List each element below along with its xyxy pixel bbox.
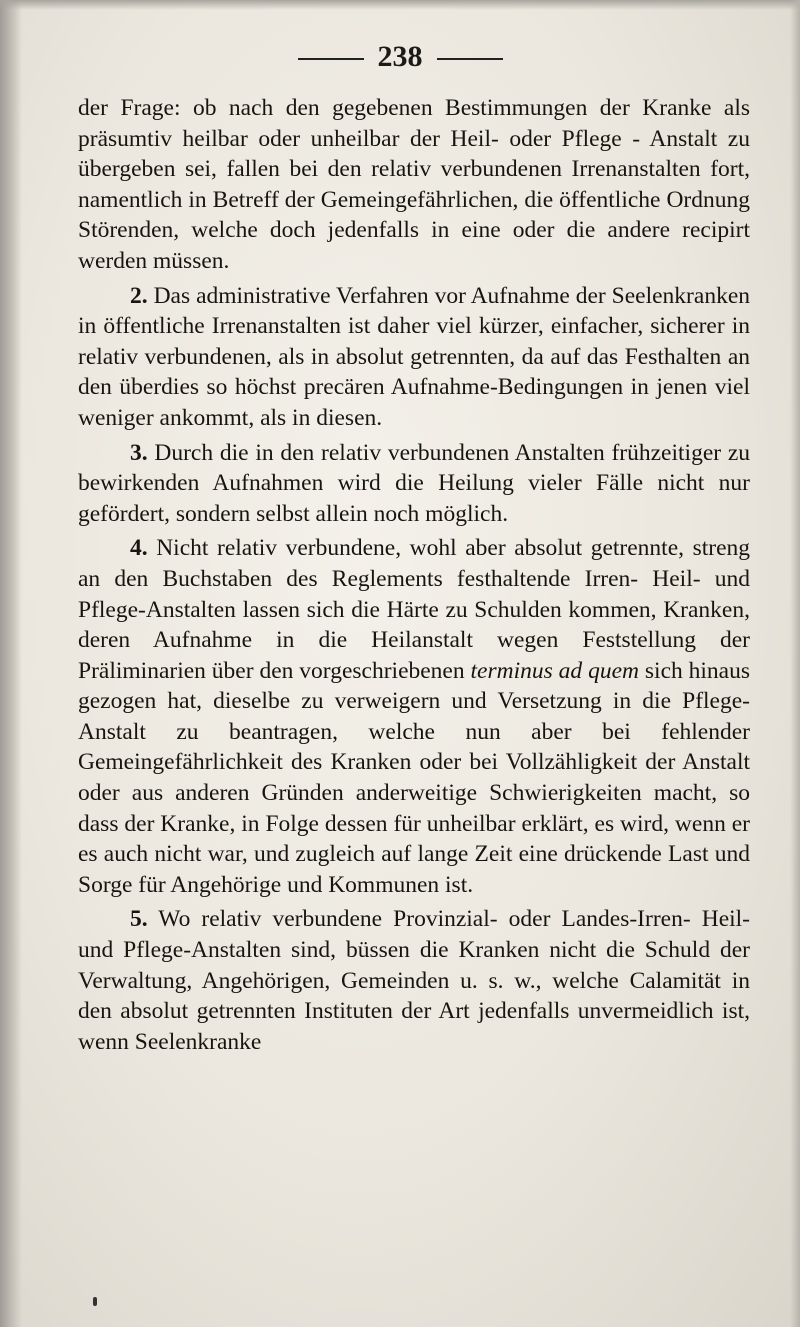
paragraph-4-text-b: sich hinaus gezogen hat, dieselbe zu verweigern und Versetzung in die Pflege-Anstalt zu beantragen, welche nun aber bei fehlender Gemeingefährlichkeit des Kranken oder bei Vollzähligkeit der Anstalt oder aus anderen Gründen anderweitige Schwierigkeiten macht, so dass der Kranke, in Folge dessen für unheilbar erklärt, es wird, wenn er es auch nicht war, und zugleich auf lange Zeit eine drückende Last und Sorge für Angehörige und Kommunen ist. xyxy=(78,657,751,898)
paragraph-2-text: Das administrative Verfahren vor Aufnahme der Seelenkranken in öffentliche Irrenanstalten ist daher viel kürzer, einfacher, sicherer in relativ verbundenen, als in absolut getrennten, da auf das Festhalten an den überdies so höchst precären Aufnahme-Bedingungen in jenen viel weniger ankommt, als in diesen. xyxy=(78,282,750,431)
page-header xyxy=(0,40,800,74)
ink-speck xyxy=(93,1297,97,1306)
paragraph-2-number: 2. xyxy=(130,282,148,309)
paragraph-5 xyxy=(78,904,750,1057)
paragraph-3-number: 3. xyxy=(130,439,148,466)
paragraph-2 xyxy=(78,281,750,434)
header-rule-right xyxy=(437,58,503,60)
paragraph-4 xyxy=(78,533,750,900)
page-gutter-shadow xyxy=(0,0,22,1327)
paragraph-3 xyxy=(78,438,750,530)
paragraph-5-text: Wo relativ verbundene Provinzial- oder Landes-Irren- Heil- und Pflege-Anstalten sind, büssen die Kranken nicht die Schuld der Verwaltung, Angehörigen, Gemeinden u. s. w., welche Calamität in den absolut getrennten Instituten der Art jedenfalls unvermeidlich ist, wenn Seelenkranke xyxy=(78,906,751,1055)
paragraph-4-latin-term: terminus ad quem xyxy=(470,657,639,684)
body-text xyxy=(78,93,750,1057)
paragraph-4-text-a: Nicht relativ verbundene, wohl aber absolut getrennte, streng an den Buchstaben des Reglements festhaltende Irren- Heil- und Pflege-Anstalten lassen sich die Härte zu Schulden kommen, Kranken, deren Aufnahme in die Heilanstalt wegen Feststellung der Präliminarien über den vorgeschriebenen xyxy=(78,535,750,684)
page-number: 238 xyxy=(377,40,423,73)
paragraph-4-number: 4. xyxy=(130,535,148,562)
paragraph-intro: der Frage: ob nach den gegebenen Bestimmungen der Kranke als präsumtiv heilbar oder unheilbar der Heil- oder Pflege - Anstalt zu übergeben sei, fallen bei den relativ verbundenen Irrenanstalten fort, namentlich in Betreff der Gemeingefährlichen, die öffentliche Ordnung Störenden, welche doch jedenfalls in eine oder die andere recipirt werden müssen. xyxy=(78,95,750,274)
page-top-shadow xyxy=(0,0,800,10)
paragraph-5-number: 5. xyxy=(130,906,148,933)
page-edge-shadow xyxy=(790,0,800,1327)
header-rule-left xyxy=(298,58,364,60)
paragraph-3-text: Durch die in den relativ verbundenen Anstalten frühzeitiger zu bewirkenden Aufnahmen wird die Heilung vieler Fälle nicht nur gefördert, sondern selbst allein noch möglich. xyxy=(78,439,751,527)
